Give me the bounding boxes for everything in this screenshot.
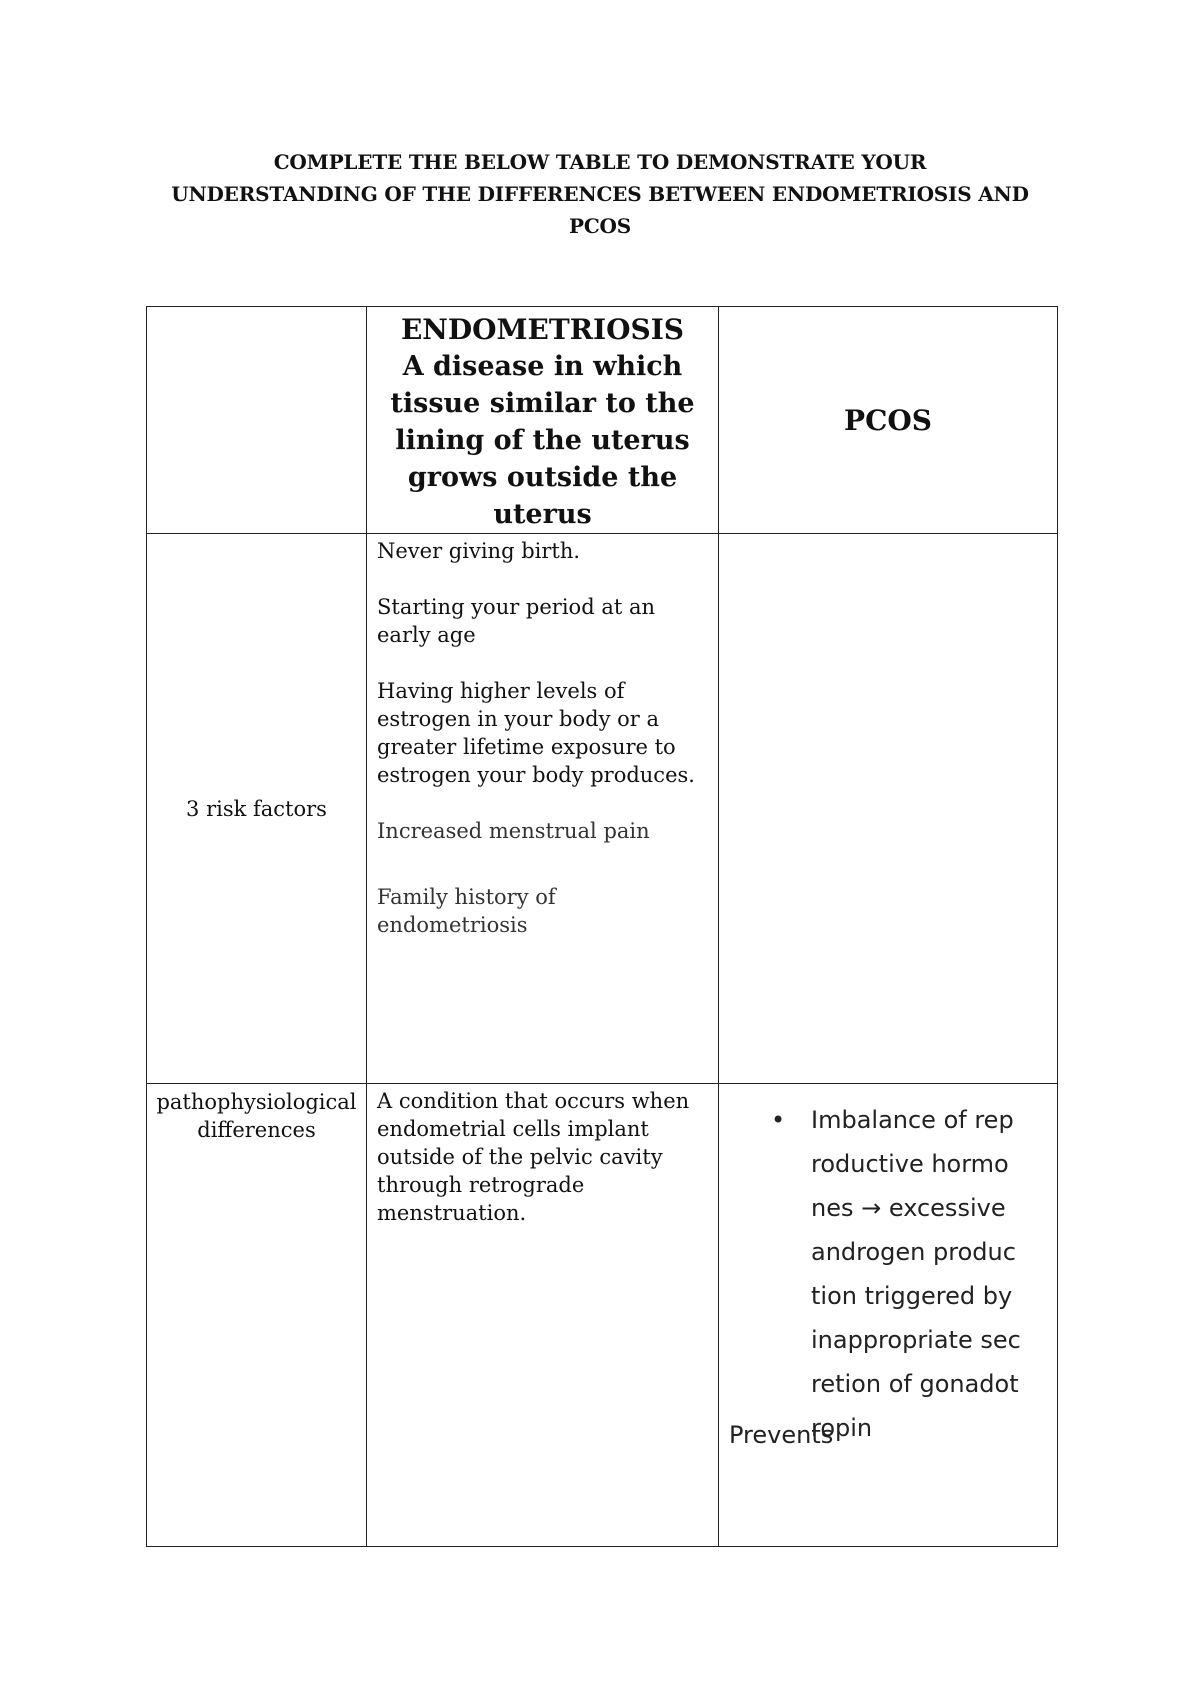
endometriosis-heading: ENDOMETRIOSIS — [400, 313, 685, 346]
pcos-bullet-text: Imbalance of reproductive hormones → excessive androgen production triggered by inappropriate secretion of gonadotropin — [811, 1106, 1021, 1442]
table-header-row — [147, 307, 1058, 534]
patho-pcos-cell — [719, 1084, 1058, 1547]
row-label-risk-factors: 3 risk factors — [147, 534, 367, 1084]
title-line-2: UNDERSTANDING OF THE DIFFERENCES BETWEEN ENDOMETRIOSIS AND — [171, 182, 1029, 206]
row-label-pathophysiology: pathophysiological differences — [147, 1084, 367, 1547]
bullet-icon: • — [771, 1106, 786, 1134]
header-pcos: PCOS — [719, 307, 1058, 534]
risk-endometriosis-cell — [367, 534, 719, 1084]
table-row-pathophysiology — [147, 1084, 1058, 1547]
endometriosis-desc-line-4: grows outside the — [407, 462, 678, 493]
title-line-1: COMPLETE THE BELOW TABLE TO DEMONSTRATE YOUR — [273, 150, 927, 174]
risk-item: Starting your period at an early age — [377, 595, 655, 647]
pcos-footer-text: Prevents — [729, 1421, 834, 1449]
endometriosis-desc-line-3: lining of the uterus — [395, 425, 690, 456]
endometriosis-desc-line-1: A disease in which — [402, 351, 683, 382]
patho-endometriosis-cell — [367, 1084, 719, 1547]
pcos-bullet-list — [719, 1084, 1057, 1450]
list-item — [771, 1098, 1057, 1450]
risk-pcos-cell — [719, 534, 1058, 1084]
page-title — [140, 146, 1060, 242]
patho-endometriosis-text: A condition that occurs when endometrial cells implant outside of the pelvic cavity through retrograde menstruation. — [377, 1089, 690, 1225]
risk-item: Family history of endometriosis — [377, 885, 556, 937]
title-line-3: PCOS — [568, 214, 632, 238]
header-endometriosis — [367, 307, 719, 534]
risk-item: Never giving birth. — [377, 539, 581, 563]
table-row-risk-factors — [147, 534, 1058, 1084]
header-empty-cell — [147, 307, 367, 534]
risk-item: Increased menstrual pain — [377, 819, 650, 843]
endometriosis-desc-line-5: uterus — [493, 499, 592, 530]
comparison-table — [146, 306, 1058, 1547]
risk-item: Having higher levels of estrogen in your body or a greater lifetime exposure to estrogen your body produces. — [377, 679, 695, 787]
endometriosis-desc-line-2: tissue similar to the — [390, 388, 695, 419]
